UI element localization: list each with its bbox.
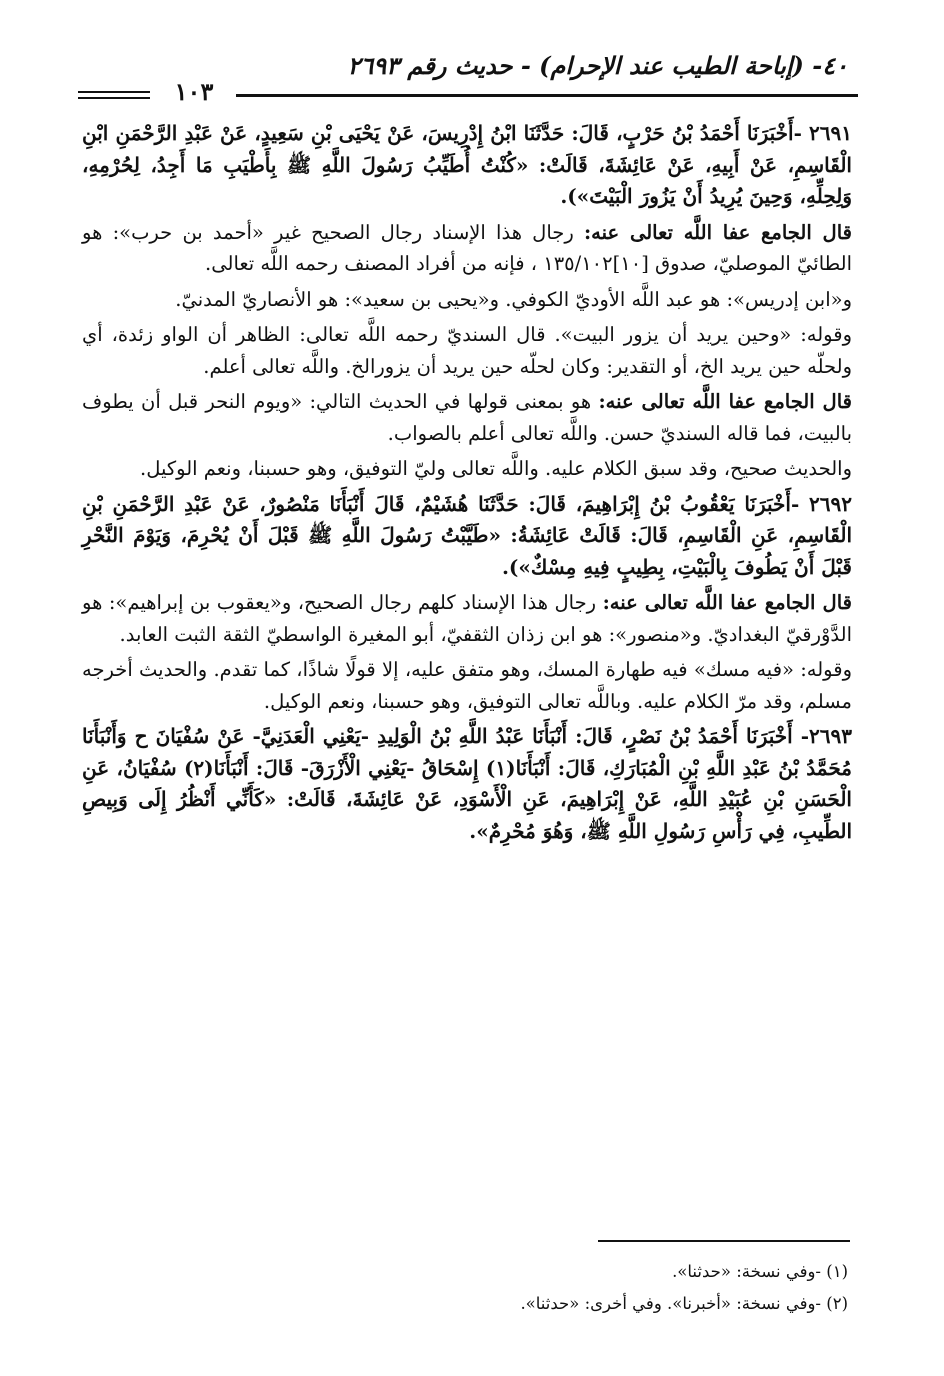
narrator-note: و«ابن إدريس»: هو عبد اللَّه الأوديّ الكوفي. و«يحيى بن سعيد»: هو الأنصاريّ المدنيّ. xyxy=(175,287,852,311)
header-rule xyxy=(236,94,858,97)
hadith-2692: ٢٦٩٢ -أَخْبَرَنَا يَعْقُوبُ بْنُ إِبْرَاهِيمَ، قَالَ: حَدَّثَنَا هُشَيْمٌ، قَالَ أَنْبَأَنَا مَنْصُورٌ، عَنْ عَبْدِ الرَّحْمَنِ بْنِ الْقَاسِمِ، عَنِ الْقَاسِمِ، قَالَ: قَالَتْ عَائِشَةُ: «طَيَّبْتُ رَسُولَ اللَّهِ ﷺ قَبْلَ أَنْ يُحْرِمَ، وَيَوْمَ النَّحْرِ قَبْلَ أَنْ يَطُوفَ بِالْبَيْتِ، بِطِيبٍ فِيهِ مِسْكٌ»). xyxy=(82,491,852,579)
commentary-paragraph xyxy=(82,587,852,650)
explanation-paragraph: وقوله: «فيه مسك» فيه طهارة المسك، وهو متفق عليه، إلا قولًا شاذًا، كما تقدم. والحديث أخرجه مسلم، وقد مرّ الكلام عليه. وباللَّه تعالى التوفيق، وهو حسبنا، ونعم الوكيل. xyxy=(82,658,852,713)
running-header-title: ٤٠- (إباحة الطيب عند الإحرام) - حديث رقم ٢٦٩٣ xyxy=(347,51,848,80)
footnote-separator xyxy=(598,1240,850,1242)
header-rule-double-bottom xyxy=(78,97,150,99)
commentary-text: هو بمعنى قولها في الحديث التالي: «ويوم النحر قبل أن يطوف بالبيت، فما قاله السنديّ حسن. واللَّه تعالى أعلم بالصواب. xyxy=(82,390,852,445)
commentary-text: رجال هذا الإسناد كلهم رجال الصحيح، و«يعقوب بن إبراهيم»: هو الدَّوْرقيّ البغداديّ. و«منصور»: هو ابن زذان الثقفيّ، أبو المغيرة الواسطيّ الثقة الثبت العابد. xyxy=(82,591,852,646)
commentary-lead: قال الجامع عفا اللَّه تعالى عنه: xyxy=(598,390,852,413)
commentary-paragraph xyxy=(82,386,852,449)
footnote-1: (١) -وفي نسخة: «حدثنا». xyxy=(672,1262,848,1281)
commentary-paragraph xyxy=(82,217,852,280)
footnote-2: (٢) -وفي نسخة: «أخبرنا». وفي أخرى: «حدثنا». xyxy=(520,1294,848,1313)
header-rule-double-top xyxy=(78,91,150,93)
commentary-text: رجال هذا الإسناد رجال الصحيح غير «أحمد بن حرب»: هو الطائيّ الموصليّ، صدوق [١٠]١٣٥/١٠٢ ، فإنه من أفراد المصنف رحمه اللَّه تعالى. xyxy=(82,220,852,275)
commentary-lead: قال الجامع عفا اللَّه تعالى عنه: xyxy=(602,591,852,614)
footnotes xyxy=(88,1256,848,1320)
main-text xyxy=(82,118,852,851)
explanation-paragraph: وقوله: «وحين يريد أن يزور البيت». قال السنديّ رحمه اللَّه تعالى: الظاهر أن الواو زئدة، أي ولحلّه حين يريد الخ، أو التقدير: وكان لحلّه حين يريد أن يزورالخ. واللَّه تعالى أعلم. xyxy=(82,323,852,378)
hadith-2693: ٢٦٩٣- أَخْبَرَنَا أَحْمَدُ بْنُ نَصْرٍ، قَالَ: أَنْبَأَنَا عَبْدُ اللَّهِ بْنُ الْوَلِيدِ -يَعْنِي الْعَدَنِيَّ- عَنْ سُفْيَانَ ح وَأَنْبَأَنَا مُحَمَّدُ بْنُ عَبْدِ اللَّهِ بْنِ الْمُبَارَكِ، قَالَ: أَنْبَأَنَا(١) إِسْحَاقُ -يَعْنِي الْأَزْرَقَ- قَالَ: أَنْبَأَنَا(٢) سُفْيَانُ، عَنِ الْحَسَنِ بْنِ عُبَيْدِ اللَّهِ، عَنْ إِبْرَاهِيمَ، عَنِ الْأَسْوَدِ، عَنْ عَائِشَةَ، قَالَتْ: «كَأَنِّي أَنْظُرُ إِلَى وَبِيصِ الطِّيبِ، فِي رَأْسِ رَسُولِ اللَّهِ ﷺ، وَهُوَ مُحْرِمٌ». xyxy=(82,724,852,843)
hadith-2691: ٢٦٩١ -أَخْبَرَنَا أَحْمَدُ بْنُ حَرْبٍ، قَالَ: حَدَّثَنَا ابْنُ إِدْرِيسَ، عَنْ يَحْيَى بْنِ سَعِيدٍ، عَنْ عَبْدِ الرَّحْمَنِ ابْنِ الْقَاسِمِ، عَنْ أَبِيهِ، عَنْ عَائِشَةَ، قَالَتْ: «كُنْتُ أُطَيِّبُ رَسُولَ اللَّهِ ﷺ بِأَطْيَبِ مَا أَجِدُ، لِحُرْمِهِ، وَلِحِلِّهِ، وَحِينَ يُرِيدُ أَنْ يَزُورَ الْبَيْتَ»). xyxy=(82,121,852,208)
commentary-lead: قال الجامع عفا اللَّه تعالى عنه: xyxy=(583,220,852,244)
closing-paragraph: والحديث صحيح، وقد سبق الكلام عليه. واللَّه تعالى وليّ التوفيق، وهو حسبنا، ونعم الوكيل. xyxy=(140,457,852,480)
page-number: ١٠٣ xyxy=(174,77,214,106)
